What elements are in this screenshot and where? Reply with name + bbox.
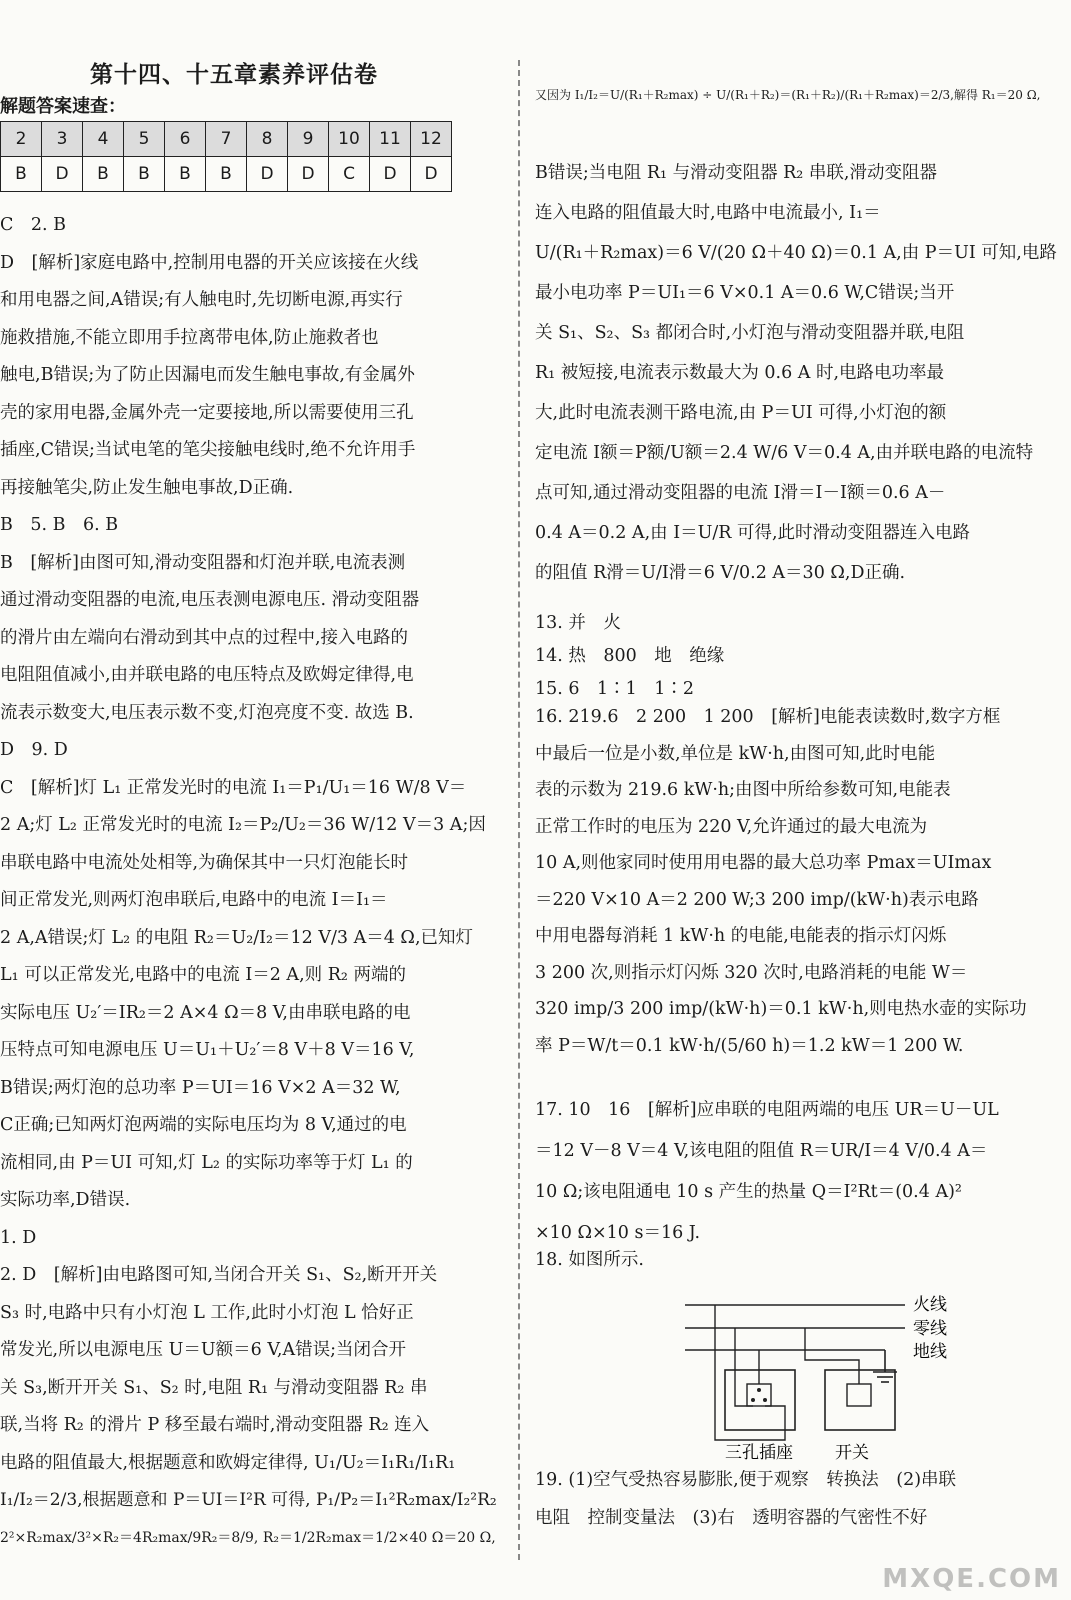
left-text-line: 2 A;灯 L₂ 正常发光时的电流 I₂＝P₂/U₂＝36 W/12 V＝3 A;因 (0, 815, 486, 835)
live-wire-label: 火线 (913, 1295, 947, 1315)
right-text-line: 又因为 I₁/I₂＝U/(R₁＋R₂max) ÷ U/(R₁＋R₂)＝(R₁＋R₂)/(R₁＋R₂max)＝2/3,解得 R₁＝20 Ω, (535, 88, 1041, 102)
answer-number: 12 (411, 122, 452, 157)
right-text-line: 定电流 I额＝P额/U额＝2.4 W/6 V＝0.4 A,由并联电路的电流特 (535, 443, 1034, 463)
answer-number: 9 (288, 122, 329, 157)
left-text-line: 2 A,A错误;灯 L₂ 的电阻 R₂＝U₂/I₂＝12 V/3 A＝4 Ω,已知灯 (0, 927, 474, 948)
right-text-line: 关 S₁、S₂、S₃ 都闭合时,小灯泡与滑动变阻器并联,电阻 (535, 323, 965, 343)
page-title: 第十四、十五章素养评估卷 (90, 61, 378, 88)
right-text-line: 18. 如图所示. (535, 1250, 644, 1270)
right-text-line: 大,此时电流表测干路电流,由 P＝UI 可得,小灯泡的额 (535, 403, 947, 423)
left-text-line: 电路的阻值最大,根据题意和欧姆定律得, U₁/U₂＝I₁R₁/I₁R₁ (0, 1452, 456, 1473)
right-text-line: 正常工作时的电压为 220 V,允许通过的最大电流为 (535, 816, 928, 837)
left-text-line: 流表示数变大,电压表示数不变,灯泡亮度不变. 故选 B. (0, 702, 414, 723)
right-text-line: 3 200 次,则指示灯闪烁 320 次时,电路消耗的电能 W＝ (535, 962, 968, 983)
left-text-line: 串联电路中电流处处相等,为确保其中一只灯泡能长时 (0, 852, 409, 873)
left-text-line: D [解析]家庭电路中,控制用电器的开关应该接在火线 (0, 252, 419, 273)
switch-face (847, 1384, 871, 1406)
socket-hole (757, 1388, 761, 1392)
right-text-line: 320 imp/3 200 imp/(kW·h)＝0.1 kW·h,则电热水壶的实际功 (535, 999, 1027, 1019)
left-text-line: 的滑片由左端向右滑动到其中点的过程中,接入电路的 (0, 627, 409, 648)
answer-number: 5 (124, 122, 165, 157)
left-text-line: B错误;两灯泡的总功率 P＝UI＝16 V×2 A＝32 W, (0, 1077, 401, 1098)
answer-letter: D (370, 157, 411, 192)
answer-letter: D (42, 157, 83, 192)
left-text-line: 2²×R₂max/3²×R₂＝4R₂max/9R₂＝8/9, R₂＝1/2R₂max＝1/2×40 Ω＝20 Ω, (0, 1529, 496, 1546)
left-text-line: I₁/I₂＝2/3,根据题意和 P＝UI＝I²R 可得, P₁/P₂＝I₁²R₂max/I₂²R₂ (0, 1490, 497, 1510)
left-text-line: 实际电压 U₂′＝IR₂＝2 A×4 Ω＝8 V,由串联电路的电 (0, 1002, 411, 1023)
answer-number: 3 (42, 122, 83, 157)
answer-letter: D (411, 157, 452, 192)
left-text-line: 通过滑动变阻器的电流,电压表测电源电压. 滑动变阻器 (0, 590, 420, 610)
left-text-line: 插座,C错误;当试电笔的笔尖接触电线时,绝不允许用手 (0, 440, 416, 460)
left-text-line: 电阻阻值减小,由并联电路的电压特点及欧姆定律得,电 (0, 665, 414, 685)
answer-number: 10 (329, 122, 370, 157)
left-text-line: 实际功率,D错误. (0, 1190, 131, 1210)
left-text-line: S₃ 时,电路中只有小灯泡 L 工作,此时小灯泡 L 恰好正 (0, 1302, 414, 1323)
answer-number: 2 (1, 122, 42, 157)
answer-letter: B (1, 157, 42, 192)
left-text-line: 1. D (0, 1227, 37, 1248)
left-text-line: B [解析]由图可知,滑动变阻器和灯泡并联,电流表测 (0, 552, 406, 573)
answer-letter: C (329, 157, 370, 192)
answer-number: 8 (247, 122, 288, 157)
left-text-line: B 5. B 6. B (0, 515, 119, 535)
right-text-line: 15. 6 1∶1 1∶2 (535, 679, 695, 699)
switch-wire (805, 1328, 859, 1384)
answer-number: 11 (370, 122, 411, 157)
right-text-line: B错误;当电阻 R₁ 与滑动变阻器 R₂ 串联,滑动变阻器 (535, 163, 937, 183)
ground-wire-label: 地线 (913, 1342, 947, 1362)
left-text-line: 间正常发光,则两灯泡串联后,电路中的电流 I＝I₁＝ (0, 890, 388, 910)
right-text-line: U/(R₁＋R₂max)＝6 V/(20 Ω＋40 Ω)＝0.1 A,由 P＝UI 可知,电路 (535, 243, 1057, 263)
answer-letter: B (124, 157, 165, 192)
right-text-line: ＝220 V×10 A＝2 200 W;3 200 imp/(kW·h)表示电路 (535, 889, 979, 910)
right-text-line: 电阻 控制变量法 (3)右 透明容器的气密性不好 (535, 1508, 928, 1528)
neutral-wire-label: 零线 (913, 1319, 947, 1339)
left-text-line: 压特点可知电源电压 U＝U₁＋U₂′＝8 V＋8 V＝16 V, (0, 1040, 415, 1060)
answer-table-numbers (1, 122, 452, 157)
right-text-line: 表的示数为 219.6 kW·h;由图中所给参数可知,电能表 (535, 780, 951, 800)
right-text-line: 10 A,则他家同时使用用电器的最大总功率 Pmax＝UImax (535, 853, 992, 873)
right-text-line: ×10 Ω×10 s＝16 J. (535, 1223, 701, 1243)
right-text-line: 17. 10 16 [解析]应串联的电阻两端的电压 UR＝U－UL (535, 1100, 999, 1120)
right-text-line: 19. (1)空气受热容易膨胀,便于观察 转换法 (2)串联 (535, 1470, 957, 1490)
right-text-line: 最小电功率 P＝UI₁＝6 V×0.1 A＝0.6 W,C错误;当开 (535, 283, 955, 303)
left-text-line: C [解析]灯 L₁ 正常发光时的电流 I₁＝P₁/U₁＝16 W/8 V＝ (0, 777, 467, 798)
left-text-line: 和用电器之间,A错误;有人触电时,先切断电源,再实行 (0, 290, 403, 310)
left-text-line: 壳的家用电器,金属外壳一定要接地,所以需要使用三孔 (0, 402, 414, 423)
right-text-line: 中最后一位是小数,单位是 kW·h,由图可知,此时电能 (535, 743, 936, 764)
switch-box (825, 1370, 895, 1430)
right-text-line: 率 P＝W/t＝0.1 kW·h/(5/60 h)＝1.2 kW＝1 200 W. (535, 1035, 964, 1056)
right-text-line: R₁ 被短接,电流表示数最大为 0.6 A 时,电路电功率最 (535, 363, 945, 383)
right-text-line: 的阻值 R滑＝U/I滑＝6 V/0.2 A＝30 Ω,D正确. (535, 563, 906, 583)
right-text-line: 14. 热 800 地 绝缘 (535, 646, 725, 666)
answer-speed-label: 解题答案速查： (0, 96, 126, 117)
watermark: MXQE.COM (882, 1564, 1061, 1594)
wiring-diagram (675, 1290, 1005, 1460)
answer-letter: D (247, 157, 288, 192)
answer-letter: B (206, 157, 247, 192)
switch-label: 开关 (835, 1443, 869, 1460)
right-text-line: 10 Ω;该电阻通电 10 s 产生的热量 Q＝I²Rt＝(0.4 A)² (535, 1182, 962, 1202)
socket-hole (763, 1398, 767, 1402)
right-text-line: 点可知,通过滑动变阻器的电流 I滑＝I－I额＝0.6 A－ (535, 483, 946, 503)
answer-letter: D (288, 157, 329, 192)
right-text-line: ＝12 V－8 V＝4 V,该电阻的阻值 R＝UR/I＝4 V/0.4 A＝ (535, 1141, 988, 1161)
right-text-line: 0.4 A＝0.2 A,由 I＝U/R 可得,此时滑动变阻器连入电路 (535, 523, 971, 543)
left-text-line: 施救措施,不能立即用手拉离带电体,防止施救者也 (0, 327, 379, 348)
left-column (0, 0, 505, 1600)
right-text-line: 中用电器每消耗 1 kW·h 的电能,电能表的指示灯闪烁 (535, 926, 947, 946)
column-divider (518, 60, 520, 1560)
left-text-line: C正确;已知两灯泡两端的实际电压均为 8 V,通过的电 (0, 1115, 407, 1135)
right-column (535, 0, 1065, 1600)
answer-table (0, 121, 452, 192)
socket-face (747, 1384, 771, 1406)
socket-hole (751, 1398, 755, 1402)
answer-number: 4 (83, 122, 124, 157)
answer-number: 7 (206, 122, 247, 157)
left-text-line: 流相同,由 P＝UI 可知,灯 L₂ 的实际功率等于灯 L₁ 的 (0, 1152, 413, 1173)
left-text-line: L₁ 可以正常发光,电路中的电流 I＝2 A,则 R₂ 两端的 (0, 965, 406, 985)
left-text-line: 再接触笔尖,防止发生触电事故,D正确. (0, 477, 294, 498)
answer-letter: B (83, 157, 124, 192)
answer-letter: B (165, 157, 206, 192)
left-text-line: 触电,B错误;为了防止因漏电而发生触电事故,有金属外 (0, 365, 415, 385)
left-text-line: C 2. B (0, 215, 67, 235)
answer-number: 6 (165, 122, 206, 157)
right-text-line: 连入电路的阻值最大时,电路中电流最小, I₁＝ (535, 203, 881, 223)
answer-table-answers (1, 157, 452, 192)
left-text-line: D 9. D (0, 740, 68, 760)
socket-label: 三孔插座 (725, 1443, 793, 1460)
left-text-line: 关 S₃,断开开关 S₁、S₂ 时,电阻 R₁ 与滑动变阻器 R₂ 串 (0, 1377, 428, 1398)
right-text-line: 13. 并 火 (535, 613, 621, 633)
right-text-line: 16. 219.6 2 200 1 200 [解析]电能表读数时,数字方框 (535, 707, 1001, 727)
left-text-line: 2. D [解析]由电路图可知,当闭合开关 S₁、S₂,断开开关 (0, 1265, 438, 1285)
left-text-line: 联,当将 R₂ 的滑片 P 移至最右端时,滑动变阻器 R₂ 连入 (0, 1415, 430, 1435)
socket-wire-neutral (735, 1328, 753, 1406)
left-text-line: 常发光,所以电源电压 U＝U额＝6 V,A错误;当闭合开 (0, 1340, 406, 1360)
